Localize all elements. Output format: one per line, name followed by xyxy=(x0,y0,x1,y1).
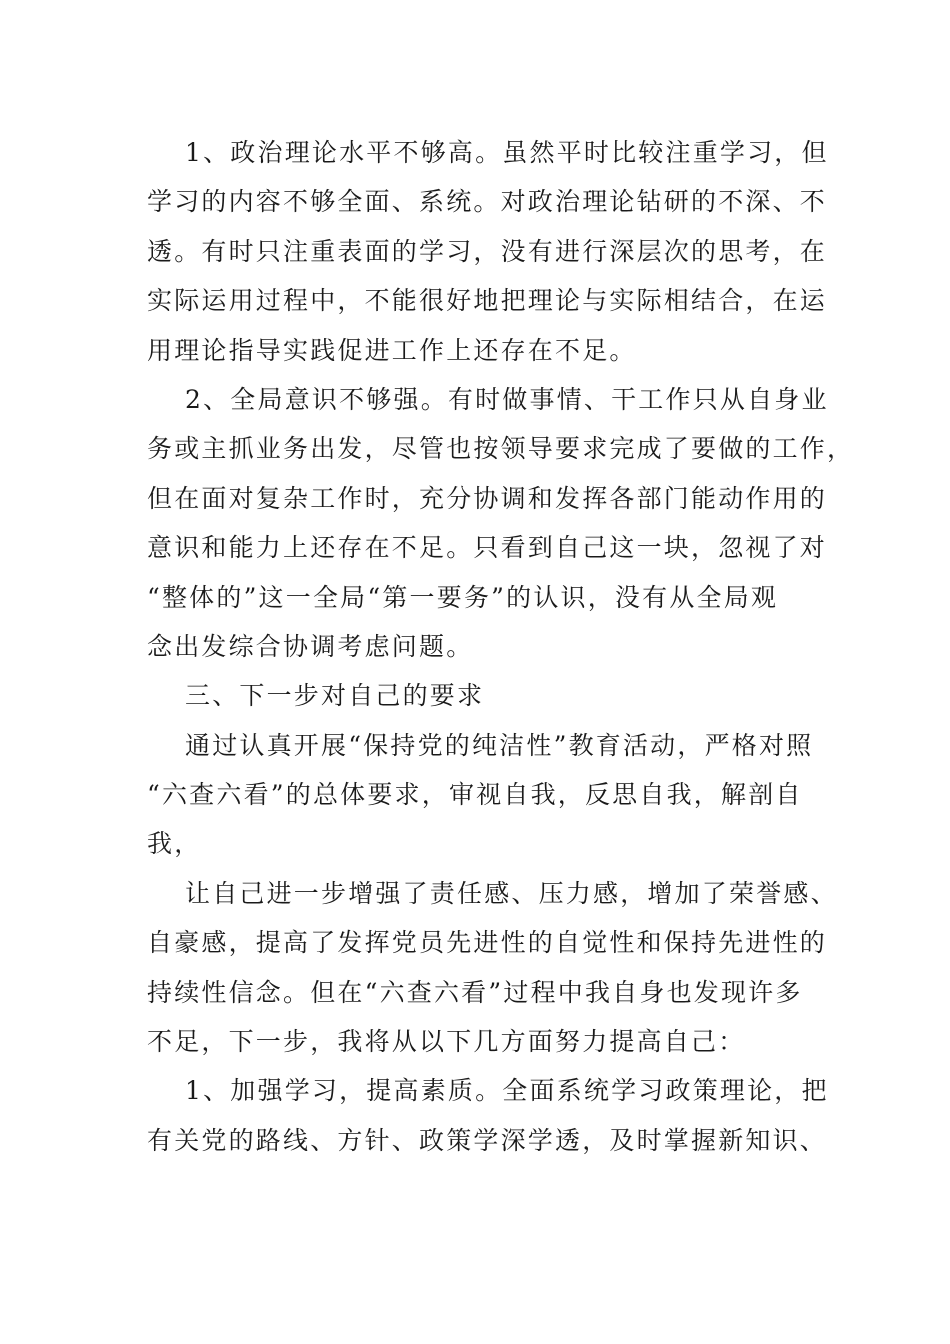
paragraph-4-line-3: 持续性信念。但在“六查六看”过程中我自身也发现许多 xyxy=(147,977,803,1007)
paragraph-2-line-4: 意识和能力上还存在不足。只看到自己这一块，忽视了对 xyxy=(147,533,828,563)
paragraph-1-line-5: 用理论指导实践促进工作上还存在不足。 xyxy=(147,335,637,365)
section-heading: 三、下一步对自己的要求 xyxy=(185,681,485,711)
paragraph-3-line-2: “六查六看”的总体要求，审视自我，反思自我，解剖自 xyxy=(147,780,803,810)
document-body xyxy=(147,128,855,1165)
paragraph-4-line-2: 自豪感，提高了发挥党员先进性的自觉性和保持先进性的 xyxy=(147,928,828,958)
paragraph-3-line-1: 通过认真开展“保持党的纯洁性”教育活动，严格对照 xyxy=(185,730,814,760)
paragraph-2-line-3: 但在面对复杂工作时，充分协调和发挥各部门能动作用的 xyxy=(147,483,828,513)
paragraph-1-line-1: 1、政治理论水平不够高。虽然平时比较注重学习，但 xyxy=(185,138,829,167)
paragraph-2-line-2: 务或主抓业务出发，尽管也按领导要求完成了要做的工作， xyxy=(147,434,855,464)
paragraph-2-line-1: 2、全局意识不够强。有时做事情、干工作只从自身业 xyxy=(185,384,829,414)
paragraph-4-line-4: 不足，下一步，我将从以下几方面努力提高自己： xyxy=(147,1027,746,1057)
paragraph-3-line-3: 我， xyxy=(147,829,202,859)
paragraph-5-line-1: 1、加强学习，提高素质。全面系统学习政策理论，把 xyxy=(185,1076,829,1106)
paragraph-4-line-1: 让自己进一步增强了责任感、压力感，增加了荣誉感、 xyxy=(185,878,838,908)
paragraph-1-line-4: 实际运用过程中，不能很好地把理论与实际相结合，在运 xyxy=(147,286,828,316)
paragraph-2-line-6: 念出发综合协调考虑问题。 xyxy=(147,631,474,661)
paragraph-2-line-5: “整体的”这一全局“第一要务”的认识，没有从全局观 xyxy=(147,582,779,612)
paragraph-1-line-3: 透。有时只注重表面的学习，没有进行深层次的思考，在 xyxy=(147,236,828,266)
paragraph-1-line-2: 学习的内容不够全面、系统。对政治理论钻研的不深、不 xyxy=(147,187,828,217)
paragraph-5-line-2: 有关党的路线、方针、政策学深学透，及时掌握新知识、 xyxy=(147,1125,828,1155)
